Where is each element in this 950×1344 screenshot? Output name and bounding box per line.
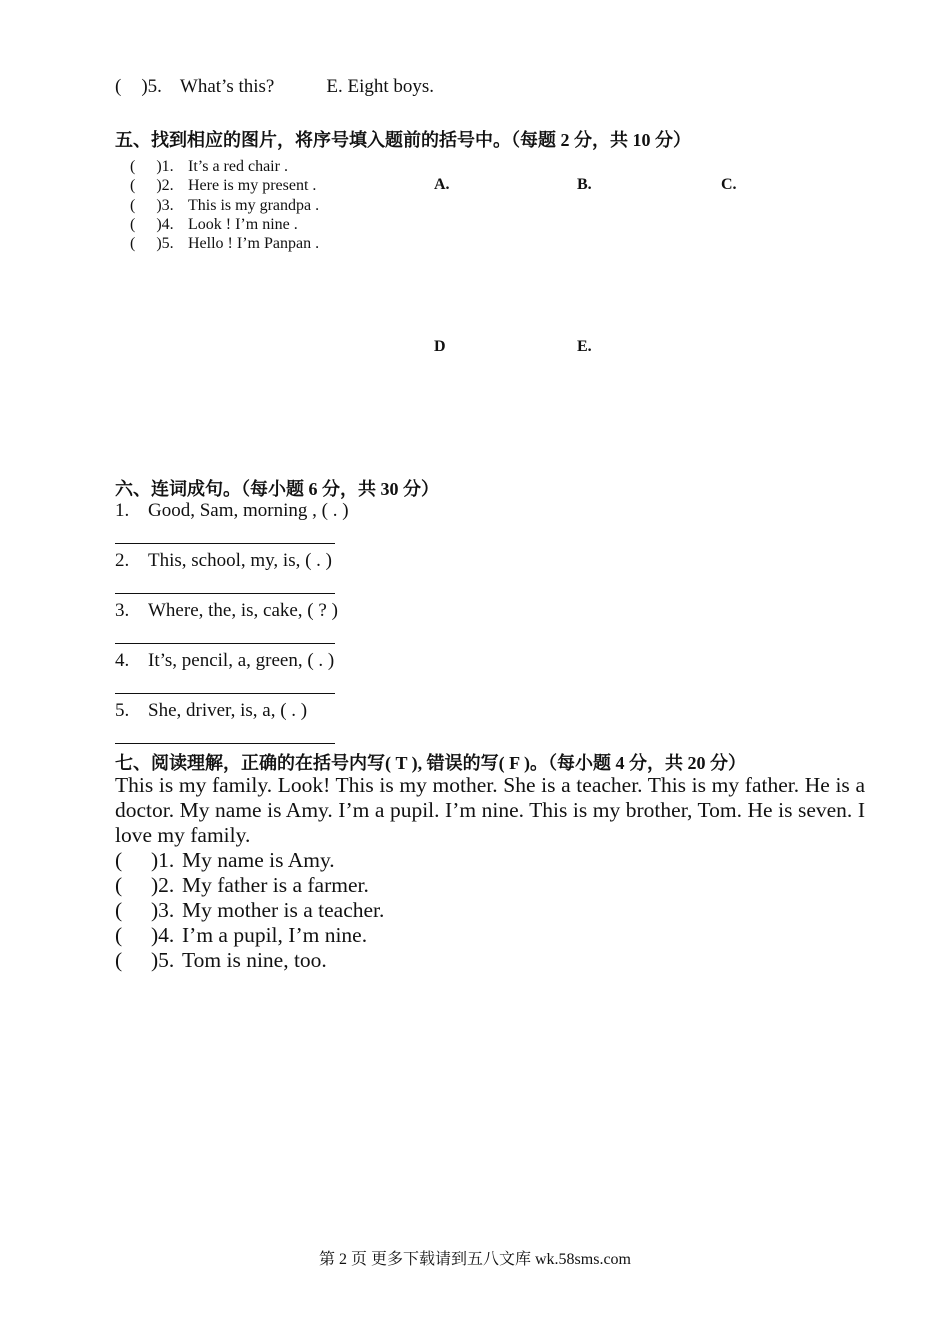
- list-item: 1. Good, Sam, morning , ( . ): [115, 500, 349, 550]
- section-6-items: [115, 500, 349, 750]
- list-item: ( )1. My name is Amy.: [115, 848, 335, 872]
- picture-label-c: C.: [721, 176, 737, 193]
- picture-label-b: B.: [577, 176, 592, 193]
- list-item: 4. It’s, pencil, a, green, ( . ): [115, 650, 349, 700]
- picture-label-a: A.: [434, 176, 450, 193]
- list-item: 3. Where, the, is, cake, ( ? ): [115, 600, 349, 650]
- question-5-line: [115, 76, 434, 98]
- answer-line[interactable]: [115, 543, 335, 544]
- answer-option: E. Eight boys.: [326, 76, 435, 97]
- answer-line[interactable]: [115, 593, 335, 594]
- list-item: ( )1. It’s a red chair .: [130, 158, 288, 175]
- section-5-items: [130, 157, 319, 253]
- list-item: ( )4. I’m a pupil, I’m nine.: [115, 923, 368, 947]
- reading-passage: This is my family. Look! This is my mother. She is a teacher. This is my father. He is a doctor. My name is Amy. I’m a pupil. I’m nine. This is my brother, Tom. He is seven. I love my family.: [115, 773, 865, 847]
- section-7-heading: 七、阅读理解，正确的在括号内写( T ), 错误的写( F )。（每小题 4 分，共 20 分）: [115, 753, 746, 773]
- list-item: ( )5. Tom is nine, too.: [115, 948, 327, 972]
- list-item: ( )3. My mother is a teacher.: [115, 898, 385, 922]
- answer-line[interactable]: [115, 693, 335, 694]
- list-item: ( )5. Hello ! I’m Panpan .: [130, 235, 320, 253]
- list-item: 5. She, driver, is, a, ( . ): [115, 700, 349, 750]
- answer-line[interactable]: [115, 743, 335, 744]
- section-7-items: [115, 848, 384, 973]
- picture-label-d: D: [434, 338, 446, 355]
- list-item: ( )2. My father is a farmer.: [115, 873, 369, 897]
- question-text: What’s this?: [179, 76, 275, 97]
- question-number: )5.: [141, 76, 162, 97]
- page-footer: 第 2 页 更多下载请到五八文库 wk.58sms.com: [318, 1251, 631, 1268]
- picture-label-e: E.: [577, 338, 592, 355]
- list-item: ( )2. Here is my present .: [130, 177, 317, 195]
- section-6-heading: 六、连词成句。（每小题 6 分，共 30 分）: [115, 479, 439, 499]
- list-item: 2. This, school, my, is, ( . ): [115, 550, 349, 600]
- list-item: ( )3. This is my grandpa .: [130, 196, 320, 214]
- list-item: ( )4. Look ! I’m nine .: [130, 215, 298, 233]
- section-5-heading: 五、找到相应的图片，将序号填入题前的括号中。（每题 2 分，共 10 分）: [115, 130, 691, 150]
- answer-line[interactable]: [115, 643, 335, 644]
- answer-paren: (: [115, 76, 122, 97]
